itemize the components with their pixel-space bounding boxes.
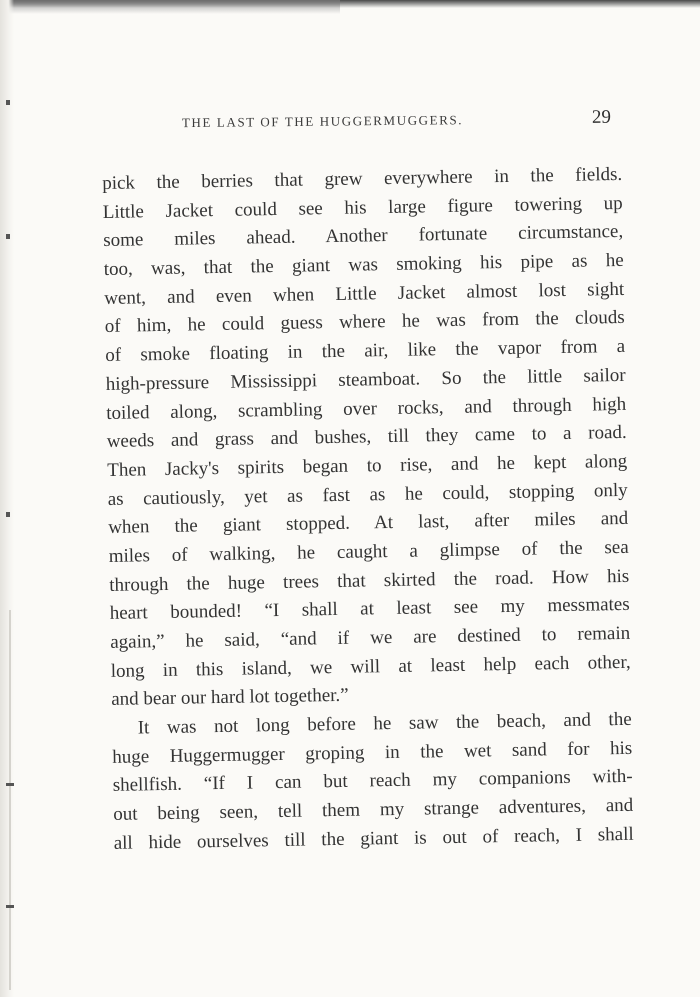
edge-mark [6,512,10,517]
binding-edge-line [9,610,11,990]
text-line: of smoke floating in the air, like the vapor from a [105,336,626,367]
page-number: 29 [591,106,612,128]
text-line: when the giant stopped. At last, after miles and [108,508,629,539]
text-line: high-pressure Mississippi steamboat. So the little sailor [105,364,626,395]
page-header [100,107,620,142]
text-line: again,” he said, “and if we are destined to remain [110,622,631,653]
text-line: miles of walking, he caught a glimpse of the sea [108,536,629,567]
text-line: heart bounded! “I shall at least see my messmates [109,594,630,625]
edge-mark [6,905,14,908]
body-text [102,161,634,858]
text-line: toiled along, scrambling over rocks, and through high [106,393,627,424]
text-line: through the huge trees that skirted the road. How his [109,565,630,596]
text-line: Then Jacky's spirits began to rise, and he kept along [107,450,628,481]
text-line: all hide ourselves till the giant is out of reach, I shall [113,823,634,854]
text-line: as cautiously, yet as fast as he could, stopping only [107,479,628,510]
text-line: huge Huggermugger groping in the wet sand for his [112,737,633,768]
text-line: pick the berries that grew everywhere in the fields. [102,163,623,194]
text-line: long in this island, we will at least help each other, [110,651,631,682]
text-line: too, was, that the giant was smoking his pipe as he [103,249,624,281]
running-head: THE LAST OF THE HUGGERMUGGERS. [181,112,464,131]
text-line: went, and even when Little Jacket almost lost sight [104,278,625,309]
paragraph-start-line: It was not long before he saw the beach, and the [137,708,632,739]
page-top-shadow-left [0,0,340,14]
text-line: weeds and grass and bushes, till they came to a road. [106,422,627,453]
page-left-edge [0,0,14,997]
text-line: Little Jacket could see his large figure towering up [102,192,623,223]
edge-mark [6,783,14,786]
edge-mark [6,100,10,105]
text-line: some miles ahead. Another fortunate circumstance, [103,221,624,252]
text-line: of him, he could guess where he was from the clouds [104,307,625,338]
edge-mark [6,234,10,239]
text-line: out being seen, tell them my strange adventures, and [113,794,634,826]
paragraph-end-line: and bear our hard lot together.” [111,685,349,711]
text-line: shellfish. “If I can but reach my companions with- [112,766,633,797]
